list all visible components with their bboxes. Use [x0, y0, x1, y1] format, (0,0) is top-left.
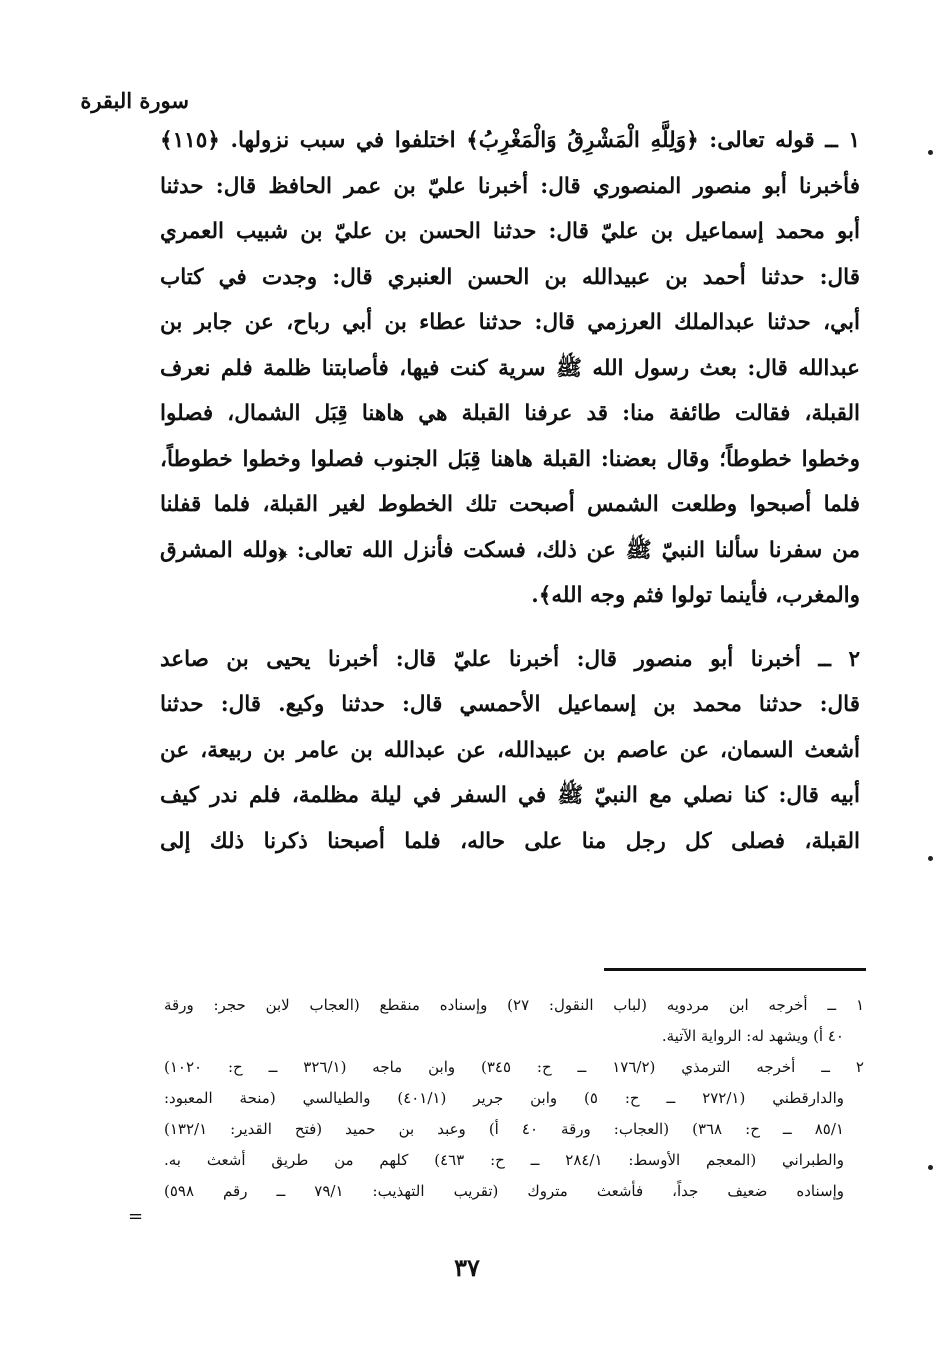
text-line: عبدالله قال: بعث رسول الله ﷺ سرية كنت فيها، فأصابتنا ظلمة فلم نعرف [160, 355, 860, 381]
footnote-line: ٨٥/١ ــ ح: ٣٦٨) (العجاب: ورقة ٤٠ أ) وعبد بن حميد (فتح القدير: ١٣٢/١) [164, 1120, 844, 1138]
footnote-line: ٢ ــ أخرجه الترمذي (١٧٦/٢ ــ ح: ٣٤٥) وابن ماجه (٣٢٦/١ ــ ح: ١٠٢٠) [164, 1058, 864, 1076]
footnote-line: وإسناده ضعيف جداً، فأشعث متروك (تقريب التهذيب: ٧٩/١ ــ رقم ٥٩٨) [164, 1182, 844, 1200]
text-line: من سفرنا سألنا النبيّ ﷺ عن ذلك، فسكت فأنزل الله تعالى: ﴿ولله المشرق [160, 537, 860, 563]
footnote-line: والدارقطني (٢٧٢/١ ــ ح: ٥) وابن جرير (٤٠١/١) والطيالسي (منحة المعبود: [164, 1089, 844, 1107]
footnote-line: والطبراني (المعجم الأوسط: ٢٨٤/١ ــ ح: ٤٦٣) كلهم من طريق أشعث به. [164, 1151, 844, 1169]
footnote-line: ٤٠ أ) ويشهد له: الرواية الآتية. [661, 1027, 844, 1045]
text-line: أبي، حدثنا عبدالملك العرزمي قال: حدثنا عطاء بن أبي رباح، عن جابر بن [160, 310, 860, 335]
hadith-paragraph-1 [160, 118, 860, 619]
text-line: أشعث السمان، عن عاصم بن عبيدالله، عن عبدالله بن عامر بن ربيعة، عن [160, 737, 860, 763]
footnote-separator [604, 968, 866, 971]
text-line: أبيه قال: كنا نصلي مع النبيّ ﷺ في السفر في ليلة مظلمة، فلم ندر كيف [160, 783, 860, 808]
text-line: ٢ ــ أخبرنا أبو منصور قال: أخبرنا عليّ قال: أخبرنا يحيى بن صاعد [160, 646, 860, 672]
hadith-paragraph-2 [160, 637, 860, 865]
text-line: القبلة، فقالت طائفة منا: قد عرفنا القبلة هي هاهنا قِبَل الشمال، فصلوا [160, 401, 860, 426]
text-line: وخطوا خطوطاً؛ وقال بعضنا: القبلة هاهنا قِبَل الجنوب فصلوا وخطوا خطوطاً، [160, 446, 860, 472]
text-line: والمغرب، فأينما تولوا فثم وجه الله﴾. [531, 583, 860, 608]
margin-dot [928, 856, 933, 861]
main-text [160, 118, 860, 864]
margin-dot [928, 1165, 933, 1170]
footnote-line: ١ ــ أخرجه ابن مردويه (لباب النقول: ٢٧) وإسناده منقطع (العجاب لابن حجر: ورقة [164, 996, 864, 1014]
text-line: ١ ــ قوله تعالى: ﴿وَلِلَّهِ الْمَشْرِقُ وَالْمَغْرِبُ﴾ اختلفوا في سبب نزولها. ﴿١١٥﴾ [160, 128, 860, 153]
text-line: القبلة، فصلى كل رجل منا على حاله، فلما أصبحنا ذكرنا ذلك إلى [160, 828, 860, 854]
text-line: قال: حدثنا محمد بن إسماعيل الأحمسي قال: حدثنا وكيع. قال: حدثنا [160, 692, 860, 717]
footnotes [164, 990, 864, 1207]
text-line: قال: حدثنا أحمد بن عبيدالله بن الحسن العنبري قال: وجدت في كتاب [160, 264, 860, 290]
text-line: فلما أصبحوا وطلعت الشمس أصبحت تلك الخطوط لغير القبلة، فلما قفلنا [160, 492, 860, 517]
continuation-mark: = [128, 1206, 144, 1227]
surah-header: سورة البقرة [80, 88, 189, 113]
footnote-2 [164, 1052, 864, 1207]
text-line: أبو محمد إسماعيل بن عليّ قال: حدثنا الحسن بن عليّ بن شبيب العمري [160, 219, 860, 244]
footnote-1 [164, 990, 864, 1052]
text-line: فأخبرنا أبو منصور المنصوري قال: أخبرنا عليّ بن عمر الحافظ قال: حدثنا [160, 173, 860, 199]
page-number: ٣٧ [454, 1253, 480, 1282]
margin-dot [928, 150, 933, 155]
